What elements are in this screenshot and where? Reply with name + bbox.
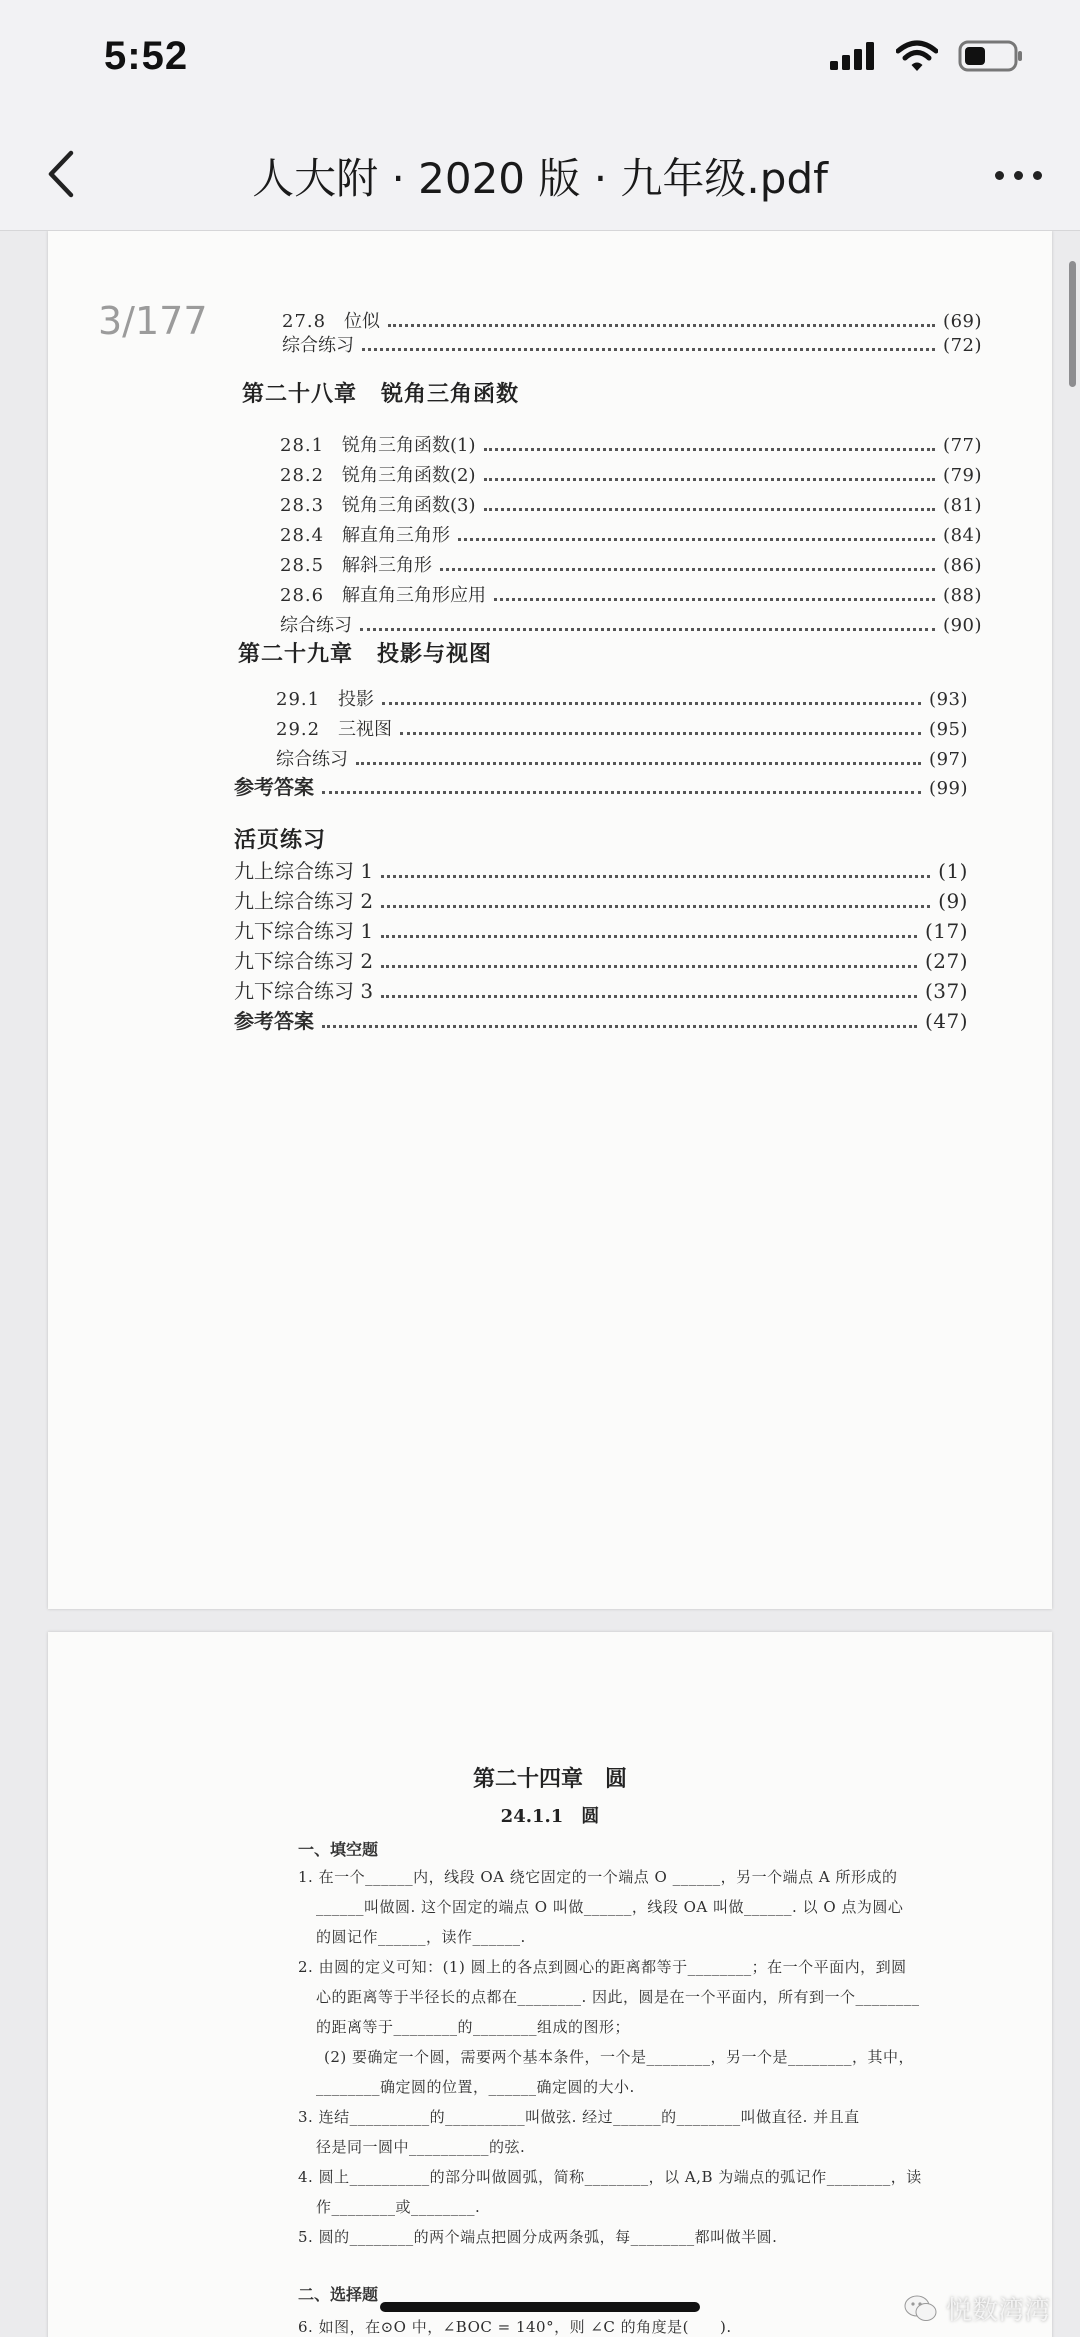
cellular-signal-icon <box>830 42 876 74</box>
toc-entry: 29.1 投影 (93) <box>276 689 968 710</box>
battery-icon <box>958 40 1024 76</box>
toc-entry: 九下综合练习 2 (27) <box>234 949 968 973</box>
question-line: 6. 如图，在⊙O 中，∠BOC = 140°，则 ∠C 的角度是( ). <box>298 2318 732 2336</box>
section-title: 24.1.1 圆 <box>500 1806 600 1827</box>
chapter-heading: 第二十八章 锐角三角函数 <box>242 381 520 407</box>
toc-entry: 综合练习 (72) <box>282 335 982 356</box>
nav-bar <box>0 120 1080 231</box>
watermark: 悦数湾湾 <box>904 2290 1050 2327</box>
part-heading: 二、选择题 <box>298 2285 379 2304</box>
ellipsis-icon <box>995 171 1004 180</box>
question-line: 心的距离等于半径长的点都在________. 因此，圆是在一个平面内，所有到一个________ <box>316 1988 920 2006</box>
status-bar <box>0 0 1080 120</box>
toc-entry: 28.1 锐角三角函数(1) (77) <box>280 435 982 456</box>
pdf-page-3 <box>48 231 1052 1609</box>
toc-entry: 28.5 解斜三角形 (86) <box>280 555 982 576</box>
status-icons <box>830 40 1024 76</box>
chapter-title: 第二十四章 圆 <box>472 1766 627 1792</box>
page-indicator: 3/177 <box>98 299 208 343</box>
question-line: 4. 圆上__________的部分叫做圆弧，简称________，以 A,B 为端点的弧记作________，读 <box>298 2168 922 2186</box>
part-heading: 一、填空题 <box>298 1840 379 1859</box>
more-options-button[interactable] <box>982 150 1054 200</box>
pdf-page-4 <box>48 1632 1052 2337</box>
question-line: (2) 要确定一个圆，需要两个基本条件，一个是________，另一个是________，其中， <box>324 2048 915 2066</box>
toc-entry: 27.8 位似 (69) <box>282 311 982 332</box>
chapter-heading: 第二十九章 投影与视图 <box>238 641 493 667</box>
document-title: 人大附 · 2020 版 · 九年级.pdf <box>252 154 828 203</box>
question-line: 的圆记作______，读作______. <box>316 1928 526 1946</box>
question-line: 3. 连结__________的__________叫做弦. 经过______的________叫做直径. 并且直 <box>298 2108 860 2126</box>
toc-entry: 九上综合练习 1 (1) <box>234 859 968 883</box>
section-heading: 活页练习 <box>234 827 327 853</box>
toc-entry-answers: 参考答案 (99) <box>234 775 968 799</box>
toc-entry: 28.4 解直角三角形 (84) <box>280 525 982 546</box>
toc-entry: 参考答案 (47) <box>234 1009 968 1033</box>
toc-entry: 九下综合练习 3 (37) <box>234 979 968 1003</box>
toc-entry: 九下综合练习 1 (17) <box>234 919 968 943</box>
status-time: 5:52 <box>104 34 189 78</box>
chevron-left-icon <box>46 149 76 199</box>
pdf-viewer[interactable] <box>0 231 1080 2337</box>
back-button[interactable] <box>36 144 86 204</box>
scrollbar-thumb[interactable] <box>1069 261 1076 387</box>
wifi-icon <box>896 40 938 76</box>
toc-entry: 28.6 解直角三角形应用 (88) <box>280 585 982 606</box>
question-line: ______叫做圆. 这个固定的端点 O 叫做______，线段 OA 叫做______. 以 O 点为圆心 <box>316 1898 904 1916</box>
toc-entry: 九上综合练习 2 (9) <box>234 889 968 913</box>
question-line: 5. 圆的________的两个端点把圆分成两条弧，每________都叫做半圆. <box>298 2228 778 2246</box>
question-line: 的距离等于________的________组成的图形； <box>316 2018 631 2036</box>
home-indicator[interactable] <box>380 2302 700 2312</box>
toc-entry: 综合练习 (97) <box>276 749 968 770</box>
toc-entry: 28.2 锐角三角函数(2) (79) <box>280 465 982 486</box>
question-line: 径是同一圆中__________的弦. <box>316 2138 526 2156</box>
wechat-icon <box>904 2294 938 2324</box>
toc-entry: 29.2 三视图 (95) <box>276 719 968 740</box>
question-line: 1. 在一个______内，线段 OA 绕它固定的一个端点 O ______，另一个端点 A 所形成的 <box>298 1868 898 1886</box>
toc-entry: 综合练习 (90) <box>280 615 982 636</box>
question-line: 作________或________. <box>316 2198 481 2216</box>
toc-entry: 28.3 锐角三角函数(3) (81) <box>280 495 982 516</box>
question-line: 2. 由圆的定义可知：(1) 圆上的各点到圆心的距离都等于________；在一个平面内，到圆 <box>298 1958 907 1976</box>
question-line: ________确定圆的位置，______确定圆的大小. <box>316 2078 635 2096</box>
